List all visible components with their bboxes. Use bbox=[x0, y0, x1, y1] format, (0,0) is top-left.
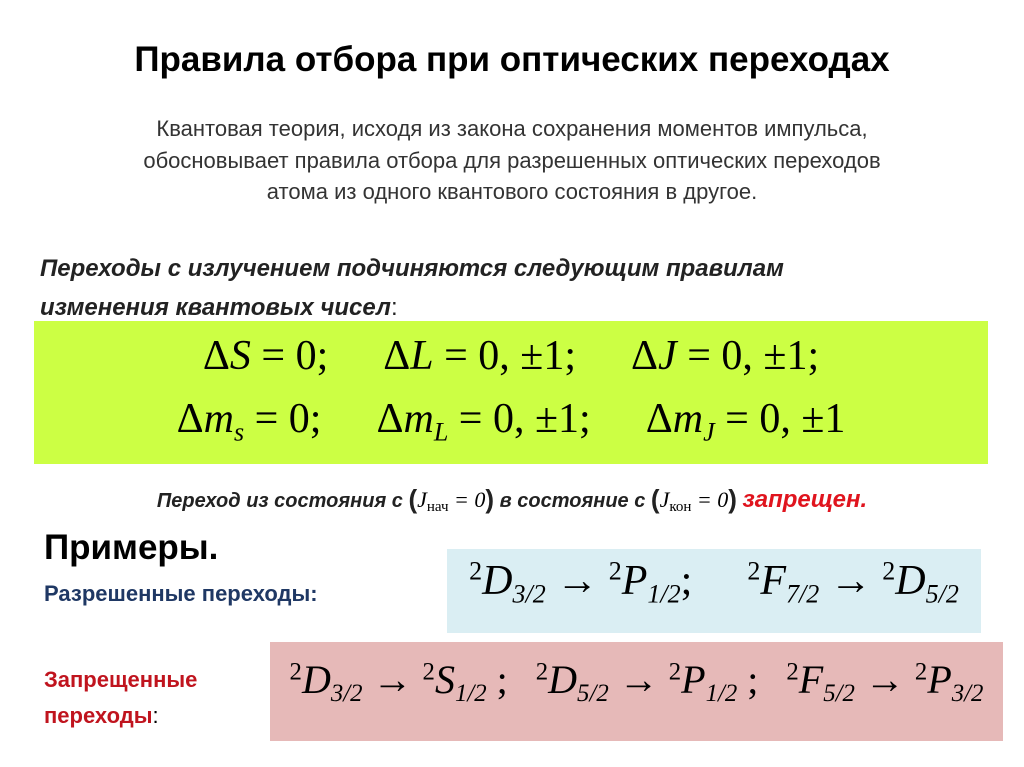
rule-delta-ml-value: 0, ±1; bbox=[492, 396, 591, 442]
m-variable: m bbox=[403, 396, 434, 442]
selection-rules-line-1 bbox=[118, 332, 904, 380]
delta-symbol: Δ bbox=[176, 396, 204, 442]
j-final-subscript: кон bbox=[669, 499, 692, 515]
l-variable: L bbox=[410, 333, 434, 379]
intro-line-2: обосновывает правила отбора для разрешенных оптических переходов bbox=[143, 147, 881, 173]
forbidden-label-line-1: Запрещенные bbox=[44, 667, 198, 692]
close-paren: ) bbox=[728, 484, 737, 514]
forbidden-label-line-2: переходы bbox=[44, 703, 153, 728]
j-initial-subscript: нач bbox=[426, 499, 449, 515]
rule-delta-ms-value: 0; bbox=[288, 396, 322, 442]
delta-symbol: Δ bbox=[631, 333, 659, 379]
rules-heading-line-2: изменения квантовых чисел bbox=[40, 294, 391, 321]
delta-symbol: Δ bbox=[202, 333, 230, 379]
equals-sign: = bbox=[714, 396, 760, 442]
rule-delta-j-value: 0, ±1; bbox=[721, 333, 820, 379]
open-paren: ( bbox=[408, 484, 418, 514]
mj-subscript: J bbox=[703, 417, 715, 447]
rule-delta-l-value: 0, ±1; bbox=[478, 333, 577, 379]
j-variable: J bbox=[658, 333, 677, 379]
j-symbol: J bbox=[417, 487, 427, 512]
open-paren: ( bbox=[650, 484, 660, 514]
rules-heading bbox=[40, 249, 1000, 327]
examples-title: Примеры. bbox=[44, 528, 219, 567]
arrow-icon: → bbox=[618, 657, 659, 702]
m-variable: m bbox=[672, 396, 704, 442]
forbidden-j-transition-note bbox=[0, 484, 1024, 515]
allowed-transitions-label: Разрешенные переходы: bbox=[44, 581, 318, 606]
ms-subscript: s bbox=[233, 417, 245, 447]
forbid-prefix: Переход из состояния с bbox=[156, 490, 403, 512]
equals-zero: = 0 bbox=[691, 487, 729, 512]
equals-sign: = bbox=[676, 333, 722, 379]
delta-symbol: Δ bbox=[376, 396, 404, 442]
intro-paragraph bbox=[60, 113, 964, 208]
equals-zero: = 0 bbox=[448, 487, 486, 512]
arrow-icon: → bbox=[864, 657, 905, 702]
m-variable: m bbox=[203, 396, 234, 442]
arrow-icon: → bbox=[829, 558, 872, 604]
j-symbol: J bbox=[659, 487, 670, 512]
equals-sign: = bbox=[244, 396, 289, 442]
equals-sign: = bbox=[250, 333, 296, 379]
rule-delta-mj-value: 0, ±1 bbox=[759, 396, 846, 442]
equals-sign: = bbox=[433, 333, 479, 379]
equals-sign: = bbox=[448, 396, 493, 442]
arrow-icon: → bbox=[556, 558, 599, 604]
forbidden-word: запрещен. bbox=[742, 486, 868, 513]
intro-line-3: атома из одного квантового состояния в другое. bbox=[266, 179, 758, 204]
ml-subscript: L bbox=[433, 417, 449, 447]
forbidden-transitions-formula: $^2D_{3/2} \to ^2S_{1/2}$ ; $^2D_{5/2} \to ^2P_{1/2}$ ; $^2F_{5/2} \to ^2P_{3/2}$ bbox=[289, 657, 984, 707]
page-title: Правила отбора при оптических переходах bbox=[134, 40, 890, 79]
s-variable: S bbox=[229, 333, 251, 379]
forbidden-transitions-label bbox=[44, 662, 197, 734]
delta-symbol: Δ bbox=[383, 333, 411, 379]
arrow-icon: → bbox=[372, 657, 413, 702]
rules-heading-line-1: Переходы с излучением подчиняются следующим правилам bbox=[40, 255, 784, 282]
selection-rules-line-2 bbox=[118, 395, 904, 447]
forbid-middle: в состояние с bbox=[499, 490, 646, 512]
rules-heading-colon: : bbox=[390, 294, 398, 321]
delta-symbol: Δ bbox=[645, 396, 673, 442]
close-paren: ) bbox=[485, 484, 495, 514]
allowed-transitions-formula: $^2D_{3/2} \to ^2P_{1/2}$; $^2F_{7/2} \to ^2D_{5/2}$ bbox=[469, 556, 959, 609]
forbidden-label-colon: : bbox=[152, 703, 159, 728]
rule-delta-s-value: 0; bbox=[295, 333, 329, 379]
intro-line-1: Квантовая теория, исходя из закона сохранения моментов импульса, bbox=[156, 116, 868, 141]
